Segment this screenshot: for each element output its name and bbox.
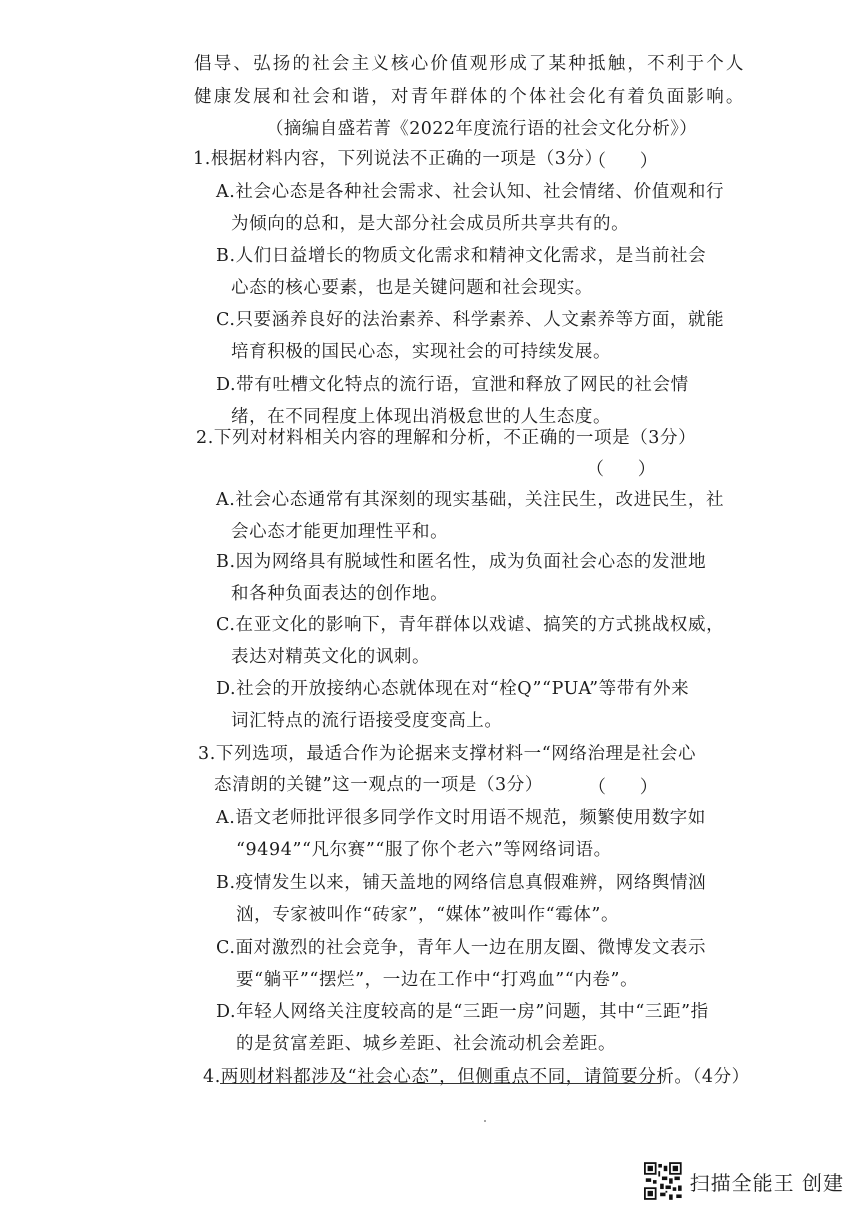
q3-option-d-line-1: D.年轻人网络关注度较高的是“三距一房”问题，其中“三距”指: [216, 1002, 709, 1022]
question-1-stem: 1.根据材料内容，下列说法不正确的一项是（3分）: [193, 149, 603, 169]
passage-line-1: 倡导、弘扬的社会主义核心价值观形成了某种抵触，不利于个人: [194, 54, 746, 74]
question-3-answer-paren: （ ）: [588, 777, 672, 798]
q1-option-d-line-1: D.带有吐槽文化特点的流行语，宣泄和释放了网民的社会情: [216, 375, 689, 395]
q1-option-b-line-2: 心态的核心要素，也是关键问题和社会现实。: [231, 278, 593, 298]
q3-option-b-line-1: B.疫情发生以来，铺天盖地的网络信息真假难辨，网络舆情汹: [216, 873, 707, 893]
q3-option-c-line-2: 要“躺平”“摆烂”，一边在工作中“打鸡血”“内卷”。: [236, 970, 639, 990]
scanner-watermark: [644, 1161, 844, 1201]
question-3-stem-line-1: 3.下列选项，最适合作为论据来支撑材料一“网络治理是社会心: [198, 744, 697, 764]
question-2-answer-paren: （ ）: [586, 459, 670, 480]
question-1-answer-paren: （ ）: [588, 151, 672, 172]
q2-option-b-line-1: B.因为网络具有脱域性和匿名性，成为负面社会心态的发泄地: [216, 552, 707, 572]
q2-option-c-line-2: 表达对精英文化的讽刺。: [231, 647, 431, 667]
question-2-stem: 2.下列对材料相关内容的理解和分析，不正确的一项是（3分）: [196, 428, 697, 448]
watermark-text: 扫描全能王 创建: [689, 1170, 844, 1195]
q1-option-c-line-2: 培育积极的国民心态，实现社会的可持续发展。: [231, 342, 612, 362]
answer-writing-line: [220, 1083, 661, 1084]
question-4-stem: 4.两则材料都涉及“社会心态”，但侧重点不同，请简要分析。（4分）: [203, 1067, 750, 1087]
q2-option-a-line-1: A.社会心态通常有其深刻的现实基础，关注民生，改进民生，社: [216, 490, 725, 510]
q3-option-d-line-2: 的是贫富差距、城乡差距、社会流动机会差距。: [236, 1034, 617, 1054]
q3-option-b-line-2: 汹，专家被叫作“砖家”，“媒体”被叫作“霉体”。: [236, 905, 620, 925]
q3-option-a-line-1: A.语文老师批评很多同学作文时用语不规范，频繁使用数字如: [216, 808, 706, 828]
q3-option-c-line-1: C.面对激烈的社会竞争，青年人一边在朋友圈、微博发文表示: [216, 938, 707, 958]
q1-option-d-line-2: 绪，在不同程度上体现出消极怠世的人生态度。: [231, 407, 612, 427]
passage-line-2: 健康发展和社会和谐，对青年群体的个体社会化有着负面影响。: [194, 87, 746, 107]
scan-speck: [484, 1120, 486, 1122]
q1-option-b-line-1: B.人们日益增长的物质文化需求和精神文化需求，是当前社会: [216, 246, 707, 266]
q2-option-d-line-1: D.社会的开放接纳心态就体现在对“栓Q”“PUA”等带有外来: [216, 679, 690, 699]
q2-option-b-line-2: 和各种负面表达的创作地。: [231, 584, 449, 604]
q3-option-a-line-2: “9494”“凡尔赛”“服了你个老六”等网络词语。: [236, 840, 612, 860]
qr-code-icon: [644, 1162, 682, 1200]
q1-option-a-line-2: 为倾向的总和，是大部分社会成员所共享共有的。: [231, 214, 630, 234]
q2-option-d-line-2: 词汇特点的流行语接受度变高上。: [231, 711, 503, 731]
passage-source: （摘编自盛若菁《2022年度流行语的社会文化分析》）: [266, 119, 698, 139]
q1-option-a-line-1: A.社会心态是各种社会需求、社会认知、社会情绪、价值观和行: [216, 182, 725, 202]
question-3-stem-line-2: 态清朗的关键”这一观点的一项是（3分）: [214, 775, 543, 795]
q1-option-c-line-1: C.只要涵养良好的法治素养、科学素养、人文素养等方面，就能: [216, 310, 725, 330]
q2-option-a-line-2: 会心态才能更加理性平和。: [231, 522, 449, 542]
q2-option-c-line-1: C.在亚文化的影响下，青年群体以戏谑、搞笑的方式挑战权威，: [216, 615, 725, 635]
